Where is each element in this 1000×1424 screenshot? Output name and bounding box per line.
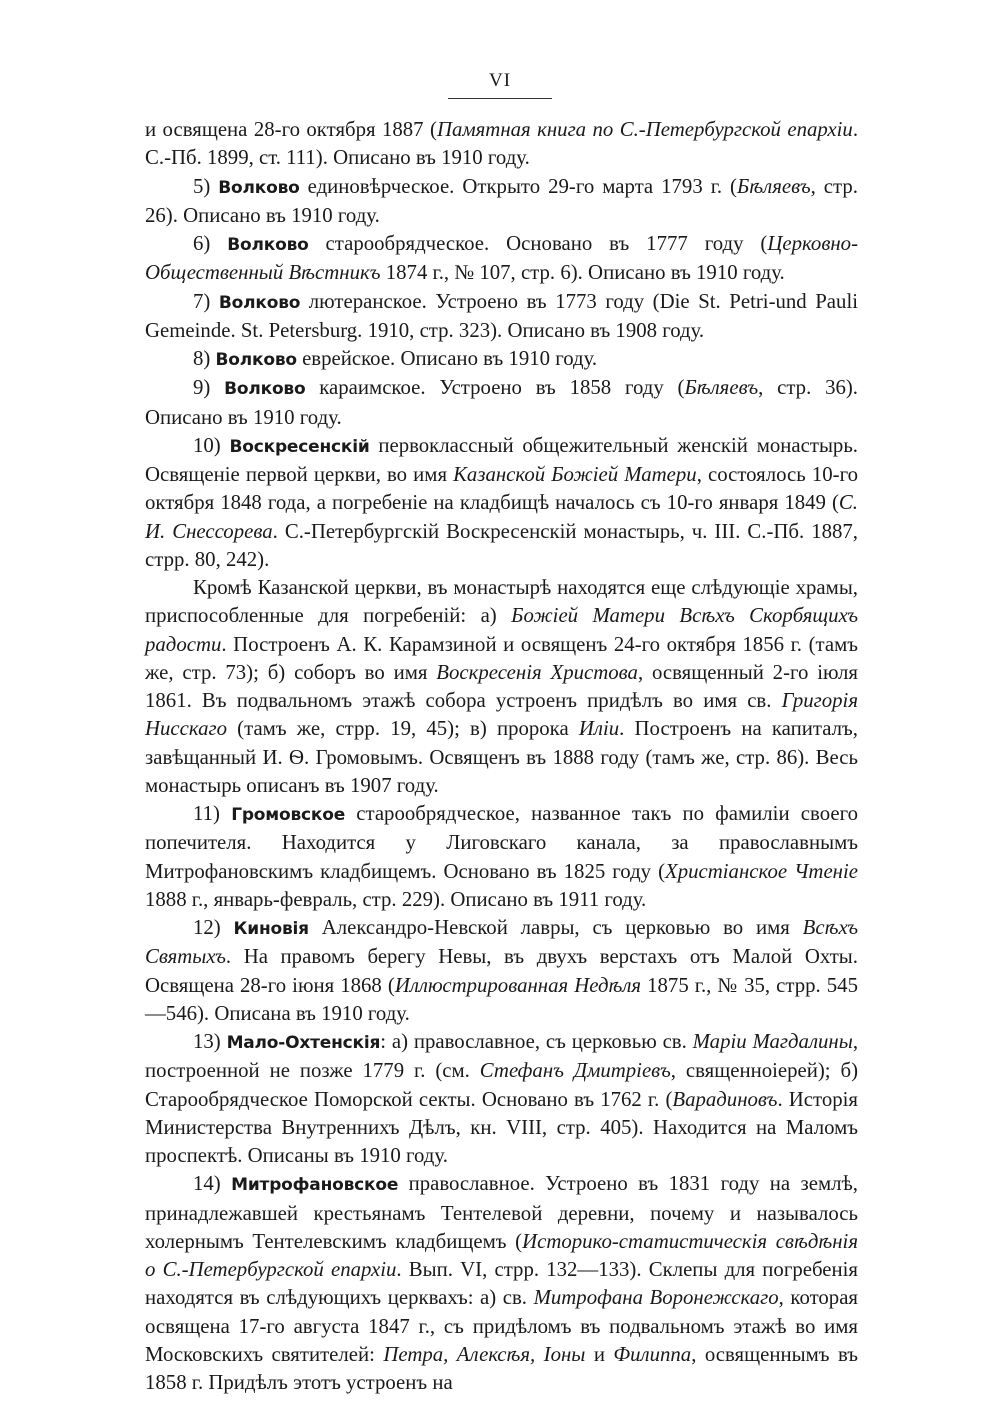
italic-reference: Всѣхъ Святыхъ: [145, 916, 858, 969]
italic-reference: Бѣляевъ: [684, 376, 759, 400]
entry-name: Воскресенскій: [229, 436, 370, 457]
text-run: старообрядческое. Основано въ 1777 году (: [308, 232, 768, 255]
italic-reference: Христіанское Чтеніе: [665, 859, 858, 883]
text-run: (тамъ же, стрр. 19, 45); в) пророка: [227, 717, 579, 741]
text-run: . Исторія Министерства Внутреннихъ Дѣлъ, кн. VIII, стр. 405). Находится на Маломъ проспектѣ. Описаны въ 1910 году.: [145, 1087, 858, 1167]
entry-11-gromovskoe: [145, 800, 858, 914]
text-run: 1888 г., январь-февраль, стр. 229). Описано въ 1911 году.: [145, 887, 647, 911]
text-run: , которая освящена 17-го августа 1847 г., съ придѣломъ въ подвальномъ этажѣ во имя Московскихъ святителей:: [145, 1286, 858, 1366]
page-header: [0, 70, 1000, 99]
text-run: , освященнымъ въ 1858 г. Придѣлъ этотъ устроенъ на: [145, 1342, 859, 1394]
text-run: , стр. 26). Описано въ 1910 году.: [145, 174, 858, 227]
italic-reference: Божіей Матери Всѣхъ Скорбящихъ радости: [145, 604, 858, 656]
italic-reference: Филиппа: [613, 1342, 692, 1366]
text-run: первоклассный общежительный женскій монастырь. Освященіе первой церкви, во имя: [145, 433, 859, 486]
text-run: , построенной не позже 1779 г. (см.: [145, 1030, 859, 1083]
entry-6-volkovo-staroobryadcheskoe: [145, 230, 858, 288]
text-run: . С.-Пб. 1899, ст. 111). Описано въ 1910 году.: [145, 118, 859, 170]
text-run: 13): [193, 1030, 227, 1053]
italic-reference: Церковно-Общественный Вѣстникъ: [145, 232, 858, 285]
text-run: православное. Устроено въ 1831 году на землѣ, принадлежавшей крестьянамъ Тентелевой деревни, почему и называлось холернымъ Тентелевскимъ кладбищемъ (: [145, 1172, 858, 1253]
italic-reference: Иліи: [578, 717, 620, 741]
document-body: [145, 116, 858, 1397]
text-run: 14): [193, 1172, 232, 1196]
entry-name: Волково: [215, 350, 297, 370]
text-run: 5): [193, 174, 219, 198]
italic-reference: Иллюстрированная Недѣля: [394, 973, 642, 997]
entry-14-mitrofanovskoe: [145, 1170, 858, 1397]
italic-reference: Воскресенія Христова: [436, 660, 638, 684]
text-run: Александро-Невской лавры, съ церковью во имя: [308, 916, 803, 939]
entry-name: Митрофановское: [231, 1175, 399, 1196]
text-run: . Построенъ А. К. Карамзиной и освященъ 24-го октября 1856 г. (тамъ же, стр. 73); б) соборъ во имя: [145, 632, 858, 684]
italic-reference: Григорія Нисскаго: [145, 689, 858, 741]
entry-10-voskresenskiy: [145, 432, 858, 574]
italic-reference: Митрофана Воронежскаго: [533, 1286, 779, 1310]
entry-9-volkovo-karaimskoe: [145, 374, 858, 432]
text-run: , состоялось 10-го октября 1848 года, а погребеніе на кладбищѣ началось съ 10-го января 1849 (: [145, 463, 858, 515]
entry-5-volkovo-edinovercheskoe: [145, 173, 858, 231]
header-rule: [448, 98, 552, 99]
entry-name: Киновія: [233, 919, 309, 939]
text-run: , стр. 36). Описано въ 1910 году.: [145, 376, 858, 429]
entry-7-volkovo-lyuteranskoe: [145, 288, 858, 346]
entry-name: Волково: [218, 177, 300, 198]
italic-reference: Петра, Алексѣя, Іоны: [383, 1342, 586, 1366]
text-run: единовѣрческое. Открыто 29-го марта 1793 г. (: [299, 174, 737, 198]
text-run: : а) православное, съ церковью св.: [380, 1030, 693, 1053]
text-run: 9): [193, 376, 225, 400]
entry-name: Мало-Охтенскія: [226, 1033, 381, 1053]
page-number: VI: [488, 70, 512, 91]
italic-reference: Маріи Магдалины: [692, 1030, 853, 1053]
text-run: , священноіерей); б) Старообрядческое Поморской секты. Основано въ 1762 г. (: [145, 1059, 858, 1111]
italic-reference: Варадиновъ: [672, 1087, 778, 1111]
text-run: 10): [193, 433, 230, 457]
text-run: 1874 г., № 107, стр. 6). Описано въ 1910 году.: [380, 261, 785, 285]
entry-12-kinoviya: [145, 914, 858, 1028]
italic-reference: Казанской Божіей Матери: [453, 463, 697, 486]
italic-reference: Историко-статистическія свѣдѣнія о С.-Петербургской епархіи: [145, 1229, 858, 1281]
text-run: и освящена 28-го октября 1887 (: [145, 118, 437, 141]
text-run: 6): [193, 232, 228, 255]
italic-reference: С. И. Снессорева: [145, 491, 858, 543]
text-run: еврейское. Описано въ 1910 году.: [296, 347, 598, 370]
italic-reference: Бѣляевъ: [736, 174, 811, 198]
entry-name: Волково: [218, 292, 301, 313]
text-run: 1875 г., № 35, стрр. 545—546). Описана въ 1910 году.: [145, 973, 858, 1025]
italic-reference: Стефанъ Дмитріевъ: [479, 1059, 671, 1083]
text-run: . Построенъ на капиталъ, завѣщанный И. Ѳ. Громовымъ. Освященъ въ 1888 году (тамъ же, стр. 86). Весь монастырь описанъ въ 1907 году.: [145, 717, 858, 797]
text-run: и: [585, 1342, 614, 1366]
text-run: старообрядческое, названное такъ по фамиліи своего попечителя. Находится у Лиговскаго канала, за православнымъ Митрофановскимъ кладбищемъ. Основано въ 1825 году (: [145, 802, 859, 883]
entry-10-voskresenskiy-continued: [145, 574, 858, 800]
text-run: . На правомъ берегу Невы, въ двухъ верстахъ отъ Малой Охты. Освящена 28-го іюня 1868 (: [145, 945, 858, 997]
italic-reference: Памятная книга по С.-Петербургской епархіи: [436, 118, 853, 141]
text-run: . С.-Петербургскій Воскресенскій монастырь, ч. III. С.-Пб. 1887, стрр. 80, 242).: [145, 519, 858, 571]
text-run: караимское. Устроено въ 1858 году (: [305, 376, 685, 400]
text-run: 11): [193, 802, 232, 825]
entry-13-malo-okhtenskiya: [145, 1028, 858, 1170]
text-run: лютеранское. Устроено въ 1773 году (Die St. Petri-und Pauli Gemeinde. St. Petersburg. 1910, стр. 323). Описано въ 1908 году.: [145, 289, 858, 342]
text-run: 12): [193, 916, 234, 939]
text-run: 7): [193, 289, 219, 313]
text-run: Кромѣ Казанской церкви, въ монастырѣ находятся еще слѣдующіе храмы, приспособленные для погребеній: а): [145, 576, 858, 628]
entry-name: Громовское: [231, 805, 346, 825]
entry-8-volkovo-evreyskoe: [145, 345, 858, 374]
entry-name: Волково: [224, 379, 306, 400]
entry-name: Волково: [227, 235, 309, 255]
paragraph-continuation: [145, 116, 858, 173]
text-run: , освященный 2-го іюля 1861. Въ подвальномъ этажѣ собора устроенъ придѣлъ во имя св.: [145, 660, 859, 712]
text-run: 8): [193, 347, 216, 370]
text-run: . Вып. VI, стрр. 132—133). Склепы для погребенія находятся въ слѣдующихъ церквахъ: а) св.: [145, 1258, 859, 1310]
